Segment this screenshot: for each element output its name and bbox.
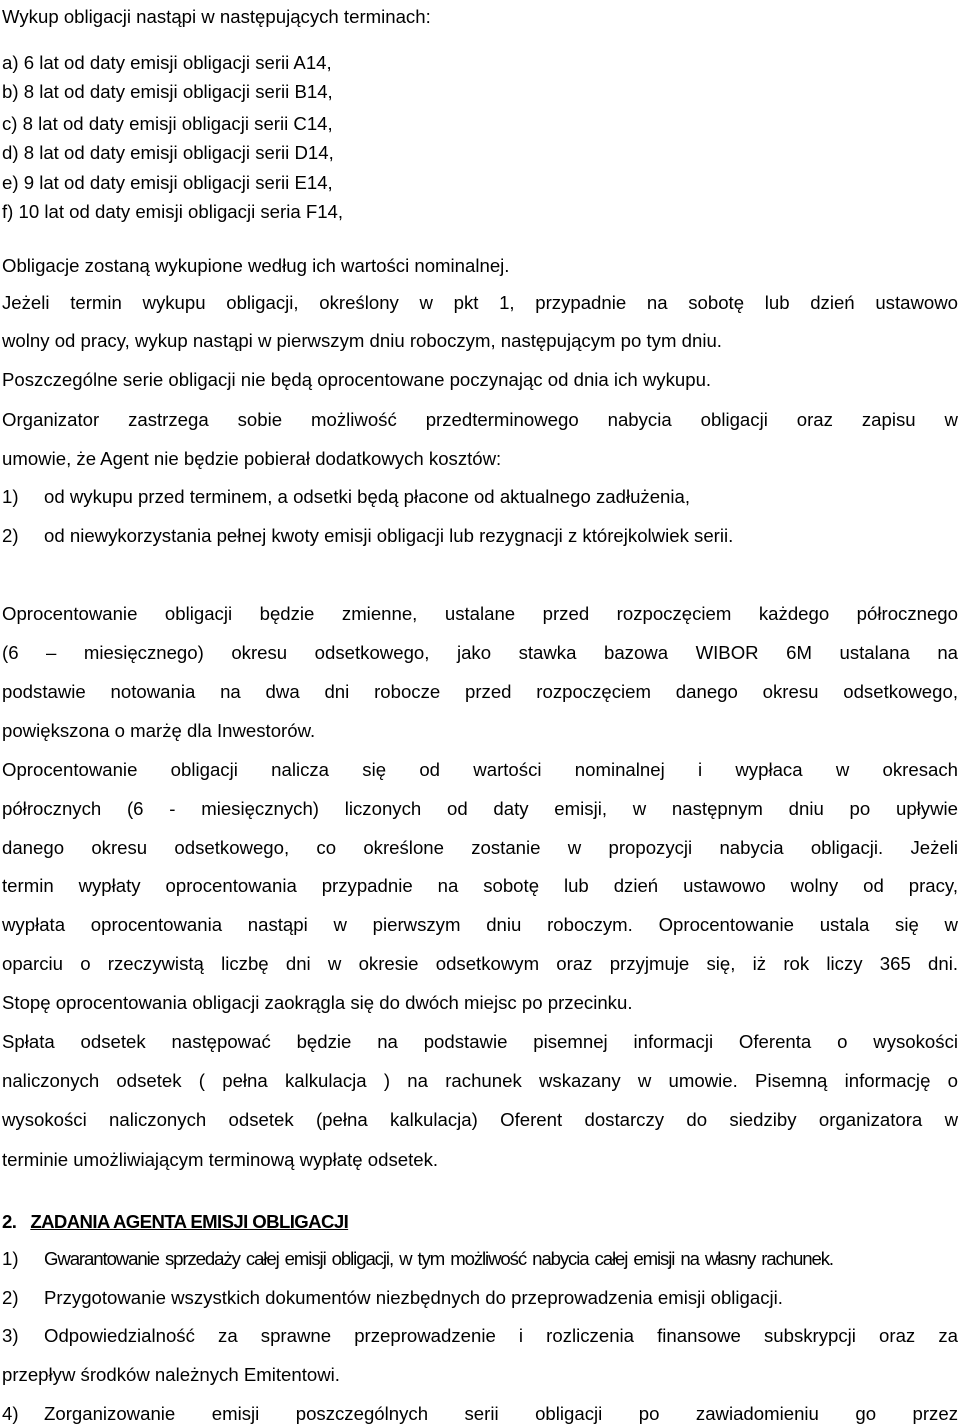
task-item-3	[2, 1325, 958, 1347]
interest1-line-3: podstawie notowania na dwa dni robocze przed rozpoczęciem danego okresu odsetkowego,	[2, 681, 958, 702]
interest2-line-6: oparciu o rzeczywistą liczbę dni w okresie odsetkowym oraz przyjmuje się, iż rok liczy 365 dni.	[2, 953, 958, 974]
repayment-line-1: Spłata odsetek następować będzie na podstawie pisemnej informacji Oferenta o wysokości	[2, 1031, 958, 1052]
list-text: od wykupu przed terminem, a odsetki będą płacone od aktualnego zadłużenia,	[44, 486, 691, 507]
interest2-line-2: półrocznych (6 - miesięcznych) liczonych od daty emisji, w następnym dniu po upływie	[2, 798, 958, 819]
section-heading	[2, 1211, 958, 1233]
organizer-line-2: umowie, że Agent nie będzie pobierał dodatkowych kosztów:	[2, 448, 502, 469]
interest2-line-7: Stopę oprocentowania obligacji zaokrągla się do dwóch miejsc po przecinku.	[2, 992, 633, 1013]
list-text: Zorganizowanie emisji poszczególnych serii obligacji po zawiadomieniu go przez	[44, 1403, 958, 1424]
organizer-line-1: Organizator zastrzega sobie możliwość przedterminowego nabycia obligacji oraz zapisu w	[2, 409, 958, 430]
series-item-d: d) 8 lat od daty emisji obligacji serii D14,	[2, 142, 334, 163]
series-item-a: a) 6 lat od daty emisji obligacji serii A14,	[2, 52, 332, 73]
interest1-line-1: Oprocentowanie obligacji będzie zmienne, ustalane przed rozpoczęciem każdego półrocznego	[2, 603, 958, 624]
no-interest-text: Poszczególne serie obligacji nie będą oprocentowane poczynając od dnia ich wykupu.	[2, 369, 712, 390]
task-item-2	[2, 1287, 958, 1309]
task-item-4	[2, 1403, 958, 1425]
organizer-item-1	[2, 486, 958, 508]
list-number: 4)	[2, 1403, 19, 1424]
nominal-text: Obligacje zostaną wykupione według ich wartości nominalnej.	[2, 255, 510, 276]
interest2-line-3: danego okresu odsetkowego, co określone zostanie w propozycji nabycia obligacji. Jeżeli	[2, 837, 958, 858]
interest2-line-5: wypłata oprocentowania nastąpi w pierwszym dniu roboczym. Oprocentowanie ustala się w	[2, 914, 958, 935]
section-title: ZADANIA AGENTA EMISJI OBLIGACJI	[30, 1211, 349, 1232]
series-item-c: c) 8 lat od daty emisji obligacji serii C14,	[2, 113, 333, 134]
series-item-e: e) 9 lat od daty emisji obligacji serii E14,	[2, 172, 333, 193]
intro-text: Wykup obligacji nastąpi w następujących terminach:	[2, 6, 431, 27]
list-number: 3)	[2, 1325, 19, 1346]
holiday-line-1: Jeżeli termin wykupu obligacji, określony w pkt 1, przypadnie na sobotę lub dzień ustawowo	[2, 292, 958, 313]
repayment-line-4: terminie umożliwiającym terminową wypłatę odsetek.	[2, 1149, 439, 1170]
holiday-line-2: wolny od pracy, wykup nastąpi w pierwszym dniu roboczym, następującym po tym dniu.	[2, 330, 722, 351]
series-item-f: f) 10 lat od daty emisji obligacji seria F14,	[2, 201, 344, 222]
task-item-3-continued: przepływ środków należnych Emitentowi.	[2, 1364, 340, 1385]
interest1-line-2: (6 – miesięcznego) okresu odsetkowego, jako stawka bazowa WIBOR 6M ustalana na	[2, 642, 958, 663]
section-number: 2.	[2, 1211, 17, 1232]
interest1-line-4: powiększona o marżę dla Inwestorów.	[2, 720, 316, 741]
task-item-1	[2, 1248, 958, 1270]
list-text: Przygotowanie wszystkich dokumentów niezbędnych do przeprowadzenia emisji obligacji.	[44, 1287, 783, 1308]
interest2-line-1: Oprocentowanie obligacji nalicza się od wartości nominalnej i wypłaca w okresach	[2, 759, 958, 780]
series-item-b: b) 8 lat od daty emisji obligacji serii B14,	[2, 81, 333, 102]
list-text: od niewykorzystania pełnej kwoty emisji obligacji lub rezygnacji z którejkolwiek serii.	[44, 525, 734, 546]
list-text: Gwarantowanie sprzedaży całej emisji obligacji, w tym możliwość nabycia całej emisji na własny rachunek.	[44, 1248, 833, 1269]
list-number: 2)	[2, 1287, 19, 1308]
repayment-line-2: naliczonych odsetek ( pełna kalkulacja ) na rachunek wskazany w umowie. Pisemną informację o	[2, 1070, 958, 1091]
interest2-line-4: termin wypłaty oprocentowania przypadnie na sobotę lub dzień ustawowo wolny od pracy,	[2, 875, 958, 896]
list-number: 1)	[2, 1248, 19, 1269]
list-text: Odpowiedzialność za sprawne przeprowadzenie i rozliczenia finansowe subskrypcji oraz za	[44, 1325, 958, 1346]
repayment-line-3: wysokości naliczonych odsetek (pełna kalkulacja) Oferent dostarczy do siedziby organizatora w	[2, 1109, 958, 1130]
list-number: 2)	[2, 525, 19, 546]
organizer-item-2	[2, 525, 958, 547]
list-number: 1)	[2, 486, 19, 507]
